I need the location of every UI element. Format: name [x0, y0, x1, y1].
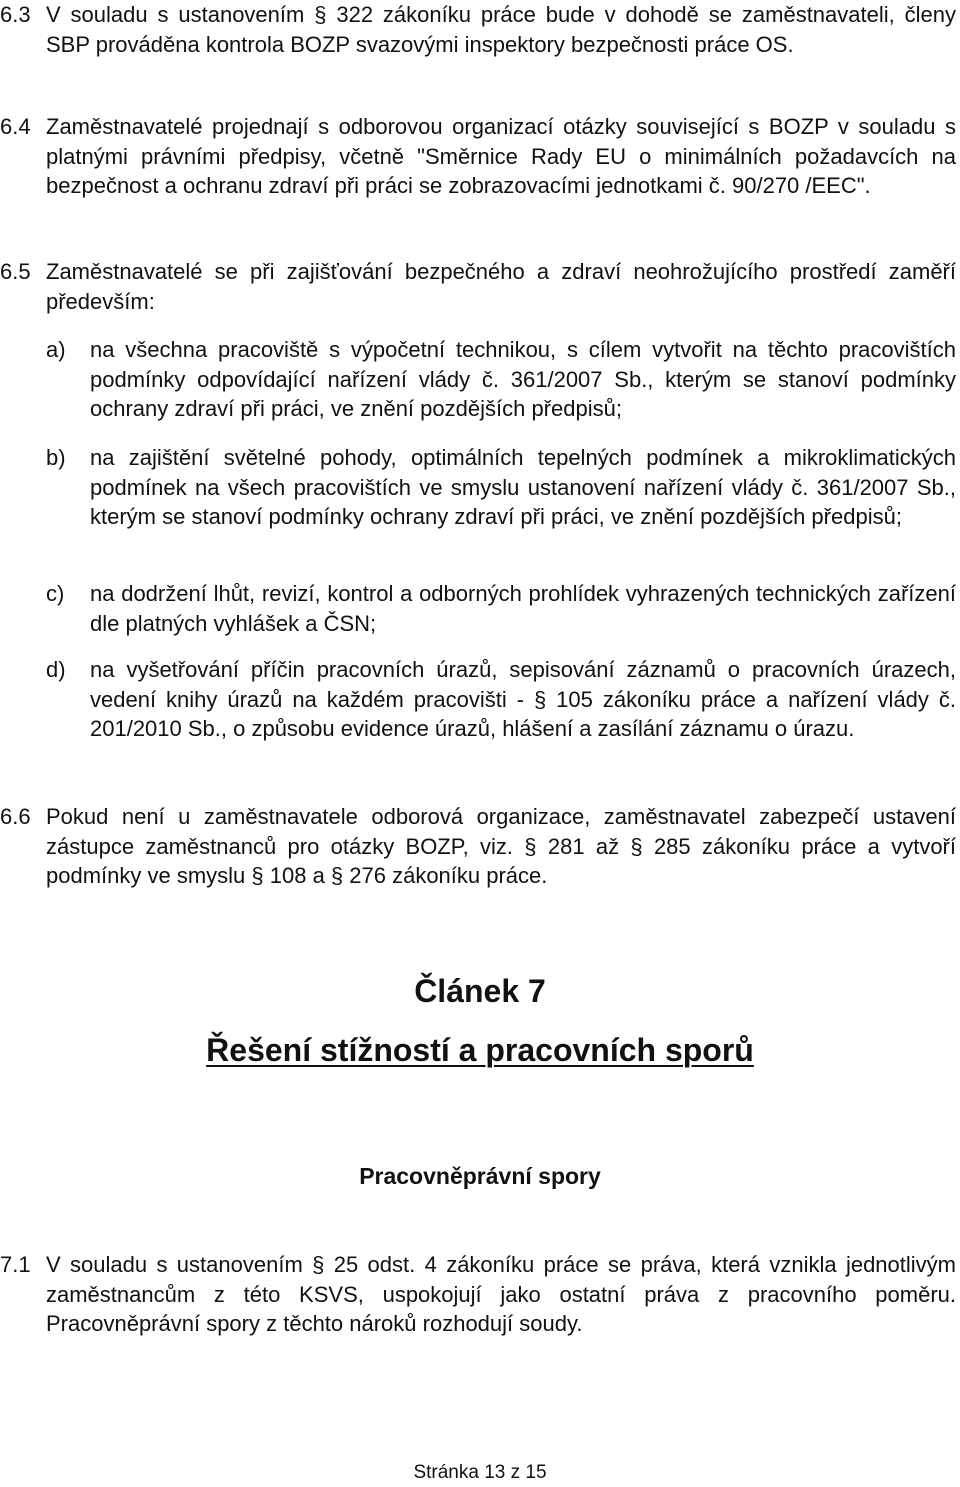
paragraph-number: 6.4 [0, 114, 31, 139]
list-item-letter: b) [46, 445, 66, 470]
paragraph-6-6 [0, 802, 956, 891]
section-subheading: Pracovněprávní spory [359, 1163, 601, 1189]
paragraph-number: 7.1 [0, 1252, 31, 1277]
article-title: Řešení stížností a pracovních sporů [206, 1032, 754, 1068]
paragraph-number: 6.3 [0, 2, 31, 27]
page-footer: Stránka 13 z 15 [413, 1462, 547, 1483]
list-item-text: na všechna pracoviště s výpočetní technikou, s cílem vytvořit na těchto pracovištích podmínky odpovídající nařízení vlády č. 361/2007 Sb., kterým se stanoví podmínky ochrany zdraví při práci, ve znění pozdějších předpisů; [90, 337, 956, 421]
paragraph-7-1 [0, 1250, 956, 1339]
list-item-letter: d) [46, 657, 66, 682]
paragraph-text: V souladu s ustanovením § 25 odst. 4 zákoníku práce se práva, která vznikla jednotlivým zaměstnancům z této KSVS, uspokojují jako ostatní práva z pracovního poměru. Pracovněprávní spory z těchto nároků rozhodují soudy. [46, 1252, 956, 1336]
list-item-d [46, 655, 956, 744]
list-item-letter: c) [46, 581, 65, 606]
paragraph-text: Zaměstnavatelé projednají s odborovou organizací otázky související s BOZP v souladu s platnými právními předpisy, včetně "Směrnice Rady EU o minimálních požadavcích na bezpečnost a ochranu zdraví při práci se zobrazovacími jednotkami č. 90/270 /EEC". [46, 114, 956, 198]
paragraph-text: V souladu s ustanovením § 322 zákoníku práce bude v dohodě se zaměstnavateli, členy SBP prováděna kontrola BOZP svazovými inspektory bezpečnosti práce OS. [46, 2, 956, 57]
paragraph-6-4 [0, 112, 956, 201]
paragraph-6-5 [0, 257, 956, 316]
paragraph-number: 6.6 [0, 804, 31, 829]
list-item-text: na dodržení lhůt, revizí, kontrol a odborných prohlídek vyhrazených technických zařízení dle platných vyhlášek a ČSN; [90, 581, 956, 636]
list-item-text: na zajištění světelné pohody, optimálních tepelných podmínek a mikroklimatických podmínek na všech pracovištích ve smyslu ustanovení nařízení vlády č. 361/2007 Sb., kterým se stanoví podmínky ochrany zdraví při práci, ve znění pozdějších předpisů; [90, 445, 956, 529]
paragraph-6-3 [0, 0, 956, 59]
paragraph-number: 6.5 [0, 259, 31, 284]
article-heading: Článek 7 [414, 973, 546, 1009]
list-item-a [46, 335, 956, 424]
list-item-text: na vyšetřování příčin pracovních úrazů, sepisování záznamů o pracovních úrazech, vedení knihy úrazů na každém pracovišti - § 105 zákoníku práce a nařízení vlády č. 201/2010 Sb., o způsobu evidence úrazů, hlášení a zasílání záznamu o úrazu. [90, 657, 956, 741]
list-item-c [46, 579, 956, 638]
list-item-letter: a) [46, 337, 66, 362]
list-item-b [46, 443, 956, 532]
paragraph-text: Zaměstnavatelé se při zajišťování bezpečného a zdraví neohrožujícího prostředí zaměří především: [46, 259, 956, 314]
paragraph-text: Pokud není u zaměstnavatele odborová organizace, zaměstnavatel zabezpečí ustavení zástupce zaměstnanců pro otázky BOZP, viz. § 281 až § 285 zákoníku práce a vytvoří podmínky ve smyslu § 108 a § 276 zákoníku práce. [46, 804, 956, 888]
